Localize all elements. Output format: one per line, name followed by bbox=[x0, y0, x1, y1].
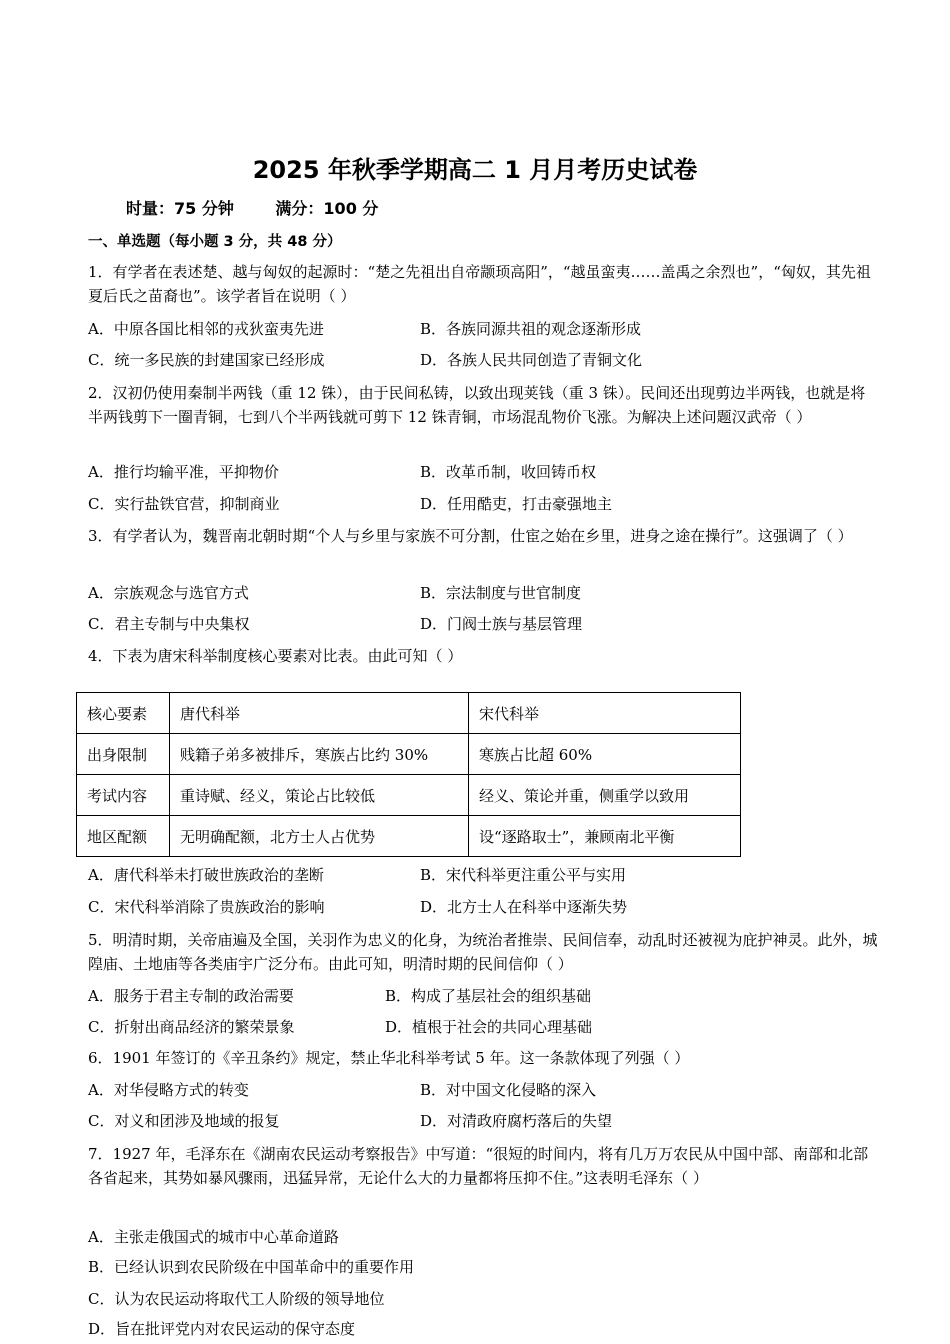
table-cell: 重诗赋、经义，策论占比较低 bbox=[170, 775, 469, 816]
comparison-table bbox=[76, 692, 741, 857]
question-7-stem: 7．1927 年，毛泽东在《湖南农民运动考察报告》中写道：“很短的时间内，将有几万万农民从中国中部、南部和北部各省起来，其势如暴风骤雨，迅猛异常，无论什么大的力量都将压抑不住。”这表明毛泽东（ ） bbox=[88, 1145, 869, 1187]
question-6-stem: 6．1901 年签订的《辛丑条约》规定，禁止华北科举考试 5 年。这一条款体现了列强（ ） bbox=[88, 1049, 690, 1067]
question-2-stem: 2．汉初仍使用秦制半两钱（重 12 铢），由于民间私铸，以致出现荚钱（重 3 铢）。民间还出现剪边半两钱，也就是将半两钱剪下一圈青铜，七到八个半两钱就可剪下 12 铢青铜，市场混乱物价飞涨。为解决上述问题汉武帝（ ） bbox=[88, 384, 866, 426]
q7-option-a: A．主张走俄国式的城市中心革命道路 bbox=[88, 1228, 339, 1246]
exam-meta bbox=[126, 196, 414, 219]
table-row bbox=[77, 775, 741, 816]
table-cell: 经义、策论并重，侧重学以致用 bbox=[469, 775, 741, 816]
q6-option-a: A．对华侵略方式的转变 bbox=[88, 1081, 249, 1099]
table-header-row bbox=[77, 693, 741, 734]
question-4-stem: 4．下表为唐宋科举制度核心要素对比表。由此可知（ ） bbox=[88, 647, 463, 665]
q1-option-c: C．统一多民族的封建国家已经形成 bbox=[88, 351, 325, 369]
q4-option-a: A．唐代科举未打破世族政治的垄断 bbox=[88, 866, 324, 884]
q7-option-d: D．旨在批评党内对农民运动的保守态度 bbox=[88, 1320, 356, 1338]
q3-option-c: C．君主专制与中央集权 bbox=[88, 615, 250, 633]
table-row bbox=[77, 734, 741, 775]
q5-option-d: D．植根于社会的共同心理基础 bbox=[385, 1018, 593, 1036]
table-cell: 贱籍子弟多被排斥，寒族占比约 30% bbox=[170, 734, 469, 775]
q6-option-b: B．对中国文化侵略的深入 bbox=[420, 1081, 597, 1099]
table-header-cell: 核心要素 bbox=[77, 693, 170, 734]
q2-option-a: A．推行均输平准，平抑物价 bbox=[88, 463, 279, 481]
q2-option-c: C．实行盐铁官营，抑制商业 bbox=[88, 495, 280, 513]
q7-option-c: C．认为农民运动将取代工人阶级的领导地位 bbox=[88, 1290, 385, 1308]
q3-option-d: D．门阀士族与基层管理 bbox=[420, 615, 583, 633]
q4-option-b: B．宋代科举更注重公平与实用 bbox=[420, 866, 627, 884]
q3-option-b: B．宗法制度与世官制度 bbox=[420, 584, 582, 602]
q4-option-d: D．北方士人在科举中逐渐失势 bbox=[420, 898, 628, 916]
full-score: 满分：100 分 bbox=[275, 199, 379, 218]
q6-option-d: D．对清政府腐朽落后的失望 bbox=[420, 1112, 613, 1130]
table-cell: 出身限制 bbox=[77, 734, 170, 775]
table-header-cell: 宋代科举 bbox=[469, 693, 741, 734]
q1-option-d: D．各族人民共同创造了青铜文化 bbox=[420, 351, 643, 369]
section-title: 一、单选题（每小题 3 分，共 48 分） bbox=[88, 234, 342, 250]
table-cell: 地区配额 bbox=[77, 816, 170, 857]
q5-option-c: C．折射出商品经济的繁荣景象 bbox=[88, 1018, 295, 1036]
table-cell: 无明确配额，北方士人占优势 bbox=[170, 816, 469, 857]
q7-option-b: B．已经认识到农民阶级在中国革命中的重要作用 bbox=[88, 1258, 415, 1276]
question-3-stem: 3．有学者认为，魏晋南北朝时期“个人与乡里与家族不可分割，仕宦之始在乡里，进身之途在操行”。这强调了（ ） bbox=[88, 527, 853, 545]
table-cell: 考试内容 bbox=[77, 775, 170, 816]
q5-option-b: B．构成了基层社会的组织基础 bbox=[385, 987, 592, 1005]
time-limit: 时量：75 分钟 bbox=[126, 199, 234, 218]
table-cell: 设“逐路取士”，兼顾南北平衡 bbox=[469, 816, 741, 857]
exam-title: 2025 年秋季学期高二 1 月月考历史试卷 bbox=[252, 156, 698, 184]
q6-option-c: C．对义和团涉及地域的报复 bbox=[88, 1112, 280, 1130]
question-1-stem: 1．有学者在表述楚、越与匈奴的起源时：“楚之先祖出自帝颛顼高阳”，“越虽蛮夷……盖禹之余烈也”，“匈奴，其先祖夏后氏之苗裔也”。该学者旨在说明（ ） bbox=[88, 263, 871, 305]
table-row bbox=[77, 816, 741, 857]
question-5-stem: 5．明清时期，关帝庙遍及全国，关羽作为忠义的化身，为统治者推崇、民间信奉，动乱时还被视为庇护神灵。此外，城隍庙、土地庙等各类庙宇广泛分布。由此可知，明清时期的民间信仰（ ） bbox=[88, 931, 878, 973]
q4-option-c: C．宋代科举消除了贵族政治的影响 bbox=[88, 898, 325, 916]
q3-option-a: A．宗族观念与选官方式 bbox=[88, 584, 249, 602]
table-cell: 寒族占比超 60% bbox=[469, 734, 741, 775]
q2-option-b: B．改革币制，收回铸币权 bbox=[420, 463, 597, 481]
table-header-cell: 唐代科举 bbox=[170, 693, 469, 734]
q1-option-b: B．各族同源共祖的观念逐渐形成 bbox=[420, 320, 642, 338]
q1-option-a: A．中原各国比相邻的戎狄蛮夷先进 bbox=[88, 320, 324, 338]
q5-option-a: A．服务于君主专制的政治需要 bbox=[88, 987, 294, 1005]
q2-option-d: D．任用酷吏，打击豪强地主 bbox=[420, 495, 613, 513]
